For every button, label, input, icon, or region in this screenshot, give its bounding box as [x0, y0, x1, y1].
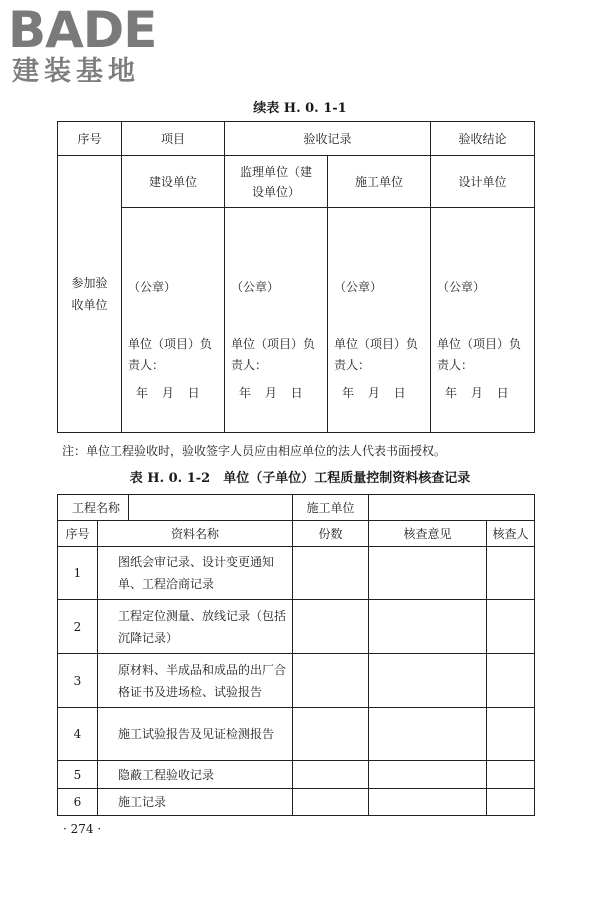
date-text: 年 月 日: [445, 386, 509, 400]
table-row: [58, 708, 535, 761]
checker-cell: [487, 708, 535, 761]
header-conclusion: 验收结论: [431, 122, 535, 156]
participating-units-label: 参加验收单位: [58, 156, 122, 433]
acceptance-table: [57, 121, 535, 433]
construction-unit-value: [369, 495, 535, 521]
checker-cell: [487, 600, 535, 654]
responsible-text: 单位（项目）负责人：: [437, 337, 522, 372]
count-cell: [293, 789, 369, 816]
signature-cell: [328, 208, 431, 433]
table-row: [58, 547, 535, 600]
date-text: 年 月 日: [239, 386, 303, 400]
opinion-cell: [369, 654, 487, 708]
material-name: 施工记录: [98, 789, 293, 816]
responsible-text: 单位（项目）负责人：: [334, 337, 419, 372]
logo-wordmark: BADE: [8, 1, 157, 59]
opinion-cell: [369, 547, 487, 600]
header-opinion: 核查意见: [369, 521, 487, 547]
responsible-text: 单位（项目）负责人：: [231, 337, 316, 372]
checker-cell: [487, 789, 535, 816]
construction-unit-label: 施工单位: [293, 495, 369, 521]
header-project: 项目: [122, 122, 225, 156]
header-material: 资料名称: [98, 521, 293, 547]
header-record: 验收记录: [225, 122, 431, 156]
count-cell: [293, 761, 369, 789]
count-cell: [293, 600, 369, 654]
table-row: [58, 789, 535, 816]
table-row: [58, 654, 535, 708]
material-name: 图纸会审记录、设计变更通知单、工程洽商记录: [98, 547, 293, 600]
material-name: 施工试验报告及见证检测报告: [98, 708, 293, 761]
opinion-cell: [369, 761, 487, 789]
seal-text: （公章）: [231, 280, 280, 294]
count-cell: [293, 708, 369, 761]
header-checker: 核查人: [487, 521, 535, 547]
responsible-text: 单位（项目）负责人：: [128, 337, 213, 372]
table2-caption: 表 H. 0. 1-2 单位（子单位）工程质量控制资料核查记录: [129, 471, 471, 486]
bade-logo: [8, 1, 198, 94]
opinion-cell: [369, 708, 487, 761]
seal-text: （公章）: [437, 280, 486, 294]
table1-caption: 续表 H. 0. 1-1: [253, 101, 347, 116]
unit-contractor: 施工单位: [328, 156, 431, 208]
header-seq: 序号: [58, 122, 122, 156]
material-name: 隐蔽工程验收记录: [98, 761, 293, 789]
date-text: 年 月 日: [342, 386, 406, 400]
row-number: 2: [58, 600, 98, 654]
material-name: 原材料、半成品和成品的出厂合格证书及进场检、试验报告: [98, 654, 293, 708]
checker-cell: [487, 547, 535, 600]
signature-cell: [225, 208, 328, 433]
signature-cell: [122, 208, 225, 433]
table-row: [58, 600, 535, 654]
header-count: 份数: [293, 521, 369, 547]
authorization-note: 注：单位工程验收时，验收签字人员应由相应单位的法人代表书面授权。: [62, 444, 447, 458]
row-number: 1: [58, 547, 98, 600]
header-seq: 序号: [58, 521, 98, 547]
checker-cell: [487, 654, 535, 708]
logo-subtitle: 建装基地: [12, 56, 140, 87]
unit-supervisor: 监理单位（建设单位）: [225, 156, 328, 208]
count-cell: [293, 547, 369, 600]
checker-cell: [487, 761, 535, 789]
project-name-divider: [128, 495, 129, 520]
opinion-cell: [369, 600, 487, 654]
material-name: 工程定位测量、放线记录（包括沉降记录）: [98, 600, 293, 654]
project-name-label: 工程名称: [72, 501, 121, 515]
project-name-row: [58, 495, 293, 521]
row-number: 5: [58, 761, 98, 789]
seal-text: （公章）: [334, 280, 383, 294]
date-text: 年 月 日: [136, 386, 200, 400]
table-row: [58, 761, 535, 789]
quality-control-table: [57, 494, 535, 816]
signature-cell: [431, 208, 535, 433]
unit-construction-owner: 建设单位: [122, 156, 225, 208]
row-number: 6: [58, 789, 98, 816]
row-number: 3: [58, 654, 98, 708]
unit-designer: 设计单位: [431, 156, 535, 208]
seal-text: （公章）: [128, 280, 177, 294]
row-number: 4: [58, 708, 98, 761]
page-number: · 274 ·: [63, 822, 102, 836]
opinion-cell: [369, 789, 487, 816]
count-cell: [293, 654, 369, 708]
